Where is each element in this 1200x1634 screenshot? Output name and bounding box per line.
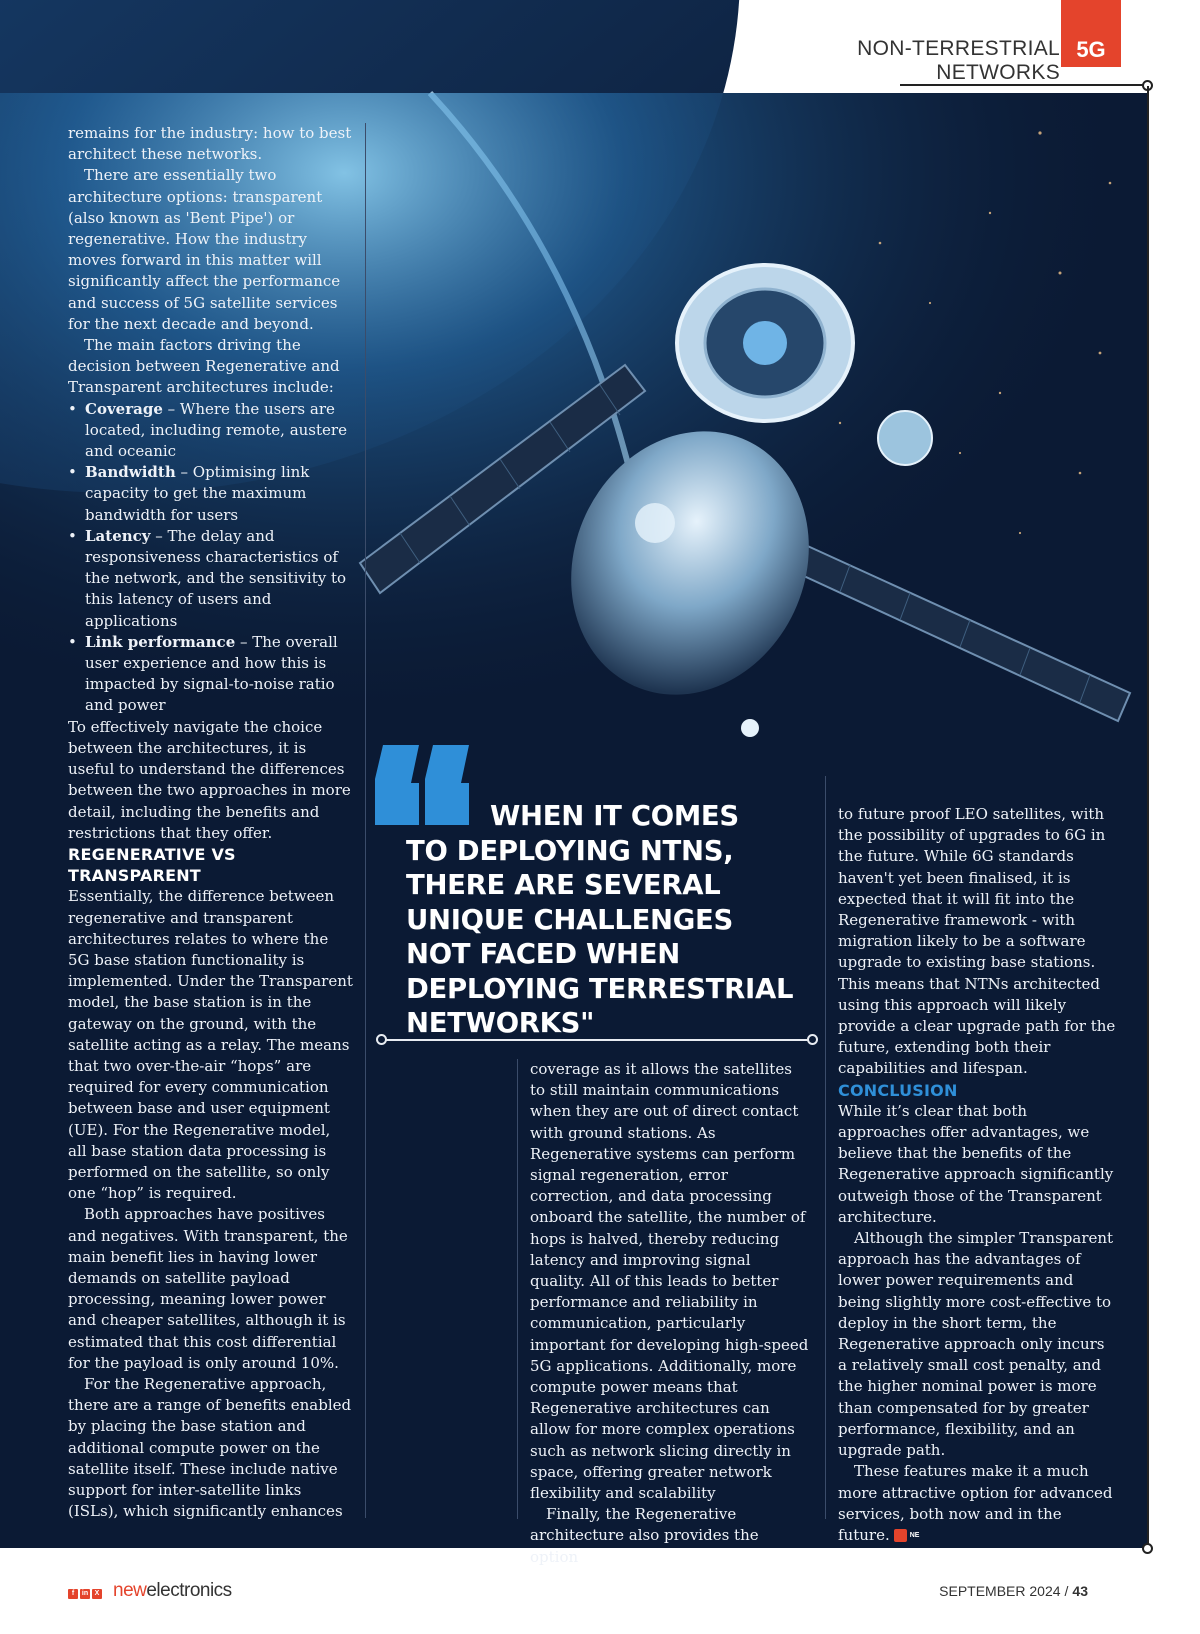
page-number: 43 [1072,1583,1088,1599]
column-divider-3 [825,776,826,1519]
paragraph: While it’s clear that both approaches offer advantages, we believe that the benefits of the Regenerative approach significantly outweigh those of the Transparent architecture. [838,1101,1114,1226]
quote-rule [382,1039,812,1041]
column-divider-2 [517,1059,518,1519]
publication-logo: newelectronics [113,1580,232,1601]
end-mark-icon: NE [894,1529,907,1542]
section-title: NON-TERRESTRIAL NETWORKS [857,37,1060,84]
paragraph: Finally, the Regenerative architecture also provides the option [530,1505,759,1566]
list-item: • Coverage – Where the users are located, including remote, austere and oceanic [68,399,353,463]
linkedin-icon[interactable]: in [81,1590,89,1597]
column-3 [838,804,1118,1546]
pull-quote-first-line: WHEN IT COMES [490,800,739,832]
paragraph: remains for the industry: how to best architect these networks. [68,124,352,164]
column-divider-1 [365,123,366,1518]
paragraph: Essentially, the difference between regenerative and transparent architectures relates to where the 5G base station functionality is implemented. Under the Transparent model, the base station is in the gateway on the ground, with the satellite acting as a relay. The means that two over-the-air “hops” are required for every communication between base and user equipment (UE). For the Regenerative model, all base station data processing is performed on the satellite, so only one “hop” is required. [68,887,353,1203]
paragraph: Both approaches have positives and negatives. With transparent, the main benefit lies in having lower demands on satellite payload processing, meaning lower power and cheaper satellites, although it is estimated that this cost differential for the payload is only around 10%. [68,1205,348,1372]
frame-dot-bottom [1142,1543,1153,1554]
column-2 [530,1059,810,1568]
closing-text: These features make it a much more attractive option for advanced services, both now and in the future. [838,1462,1113,1544]
x-icon[interactable]: X [92,1589,102,1599]
section-badge: 5G [1061,0,1121,67]
paragraph: Although the simpler Transparent approach has the advantages of lower power requirements and being slightly more cost-effective to deploy in the short term, the Regenerative approach only incurs a relatively small cost penalty, and the higher nominal power is more than compensated for by greater performance, flexibility, and an upgrade path. [838,1229,1114,1460]
quote-rule-dot-left [376,1034,387,1045]
frame-line-top [900,84,1148,86]
quote-rule-dot-right [807,1034,818,1045]
list-item: • Link performance – The overall user experience and how this is impacted by signal-to-noise ratio and power [68,632,353,717]
subheading: REGENERATIVE VS TRANSPARENT [68,844,236,886]
factor-list [68,399,353,717]
paragraph: coverage as it allows the satellites to still maintain communications when they are out of direct contact with ground stations. As Regenerative systems can perform signal regeneration, error correction, and data processing onboard the satellite, the number of hops is halved, thereby reducing latency and improving signal quality. All of this leads to better performance and reliability in communication, particularly important for developing high-speed 5G applications. Additionally, more compute power means that Regenerative architectures can allow for more complex operations such as network slicing directly in space, offering greater network flexibility and scalability [530,1060,809,1503]
paragraph: To effectively navigate the choice between the architectures, it is useful to understand the differences between the two approaches in more detail, including the benefits and restrictions that they offer. [68,717,351,842]
facebook-icon[interactable]: f [68,1589,78,1599]
paragraph: to future proof LEO satellites, with the possibility of upgrades to 6G in the future. While 6G standards haven't yet been finalised, it is expected that it will fit into the Regenerative framework - with migration likely to be a software upgrade to existing base stations. This means that NTNs architected using this approach will likely provide a clear upgrade path for the future, extending both their capabilities and lifespan. [838,805,1116,1078]
paragraph: There are essentially two architecture options: transparent (also known as 'Bent Pipe') or regenerative. How the industry moves forward in this matter will significantly affect the performance and success of 5G satellite services for the next decade and beyond. [68,166,341,333]
social-icons [68,1589,102,1599]
pull-quote [406,799,806,1041]
list-item: • Latency – The delay and responsiveness characteristics of the network, and the sensitivity to this latency of users and applications [68,526,353,632]
column-1 [68,123,353,1522]
list-item: • Bandwidth – Optimising link capacity to get the maximum bandwidth for users [68,462,353,526]
issue-date: SEPTEMBER 2024 [939,1583,1061,1599]
subheading: CONCLUSION [838,1080,958,1100]
paragraph: For the Regenerative approach, there are a range of benefits enabled by placing the base station and additional compute power on the satellite itself. These include native support for inter-satellite links (ISLs), which significantly enhances [68,1374,352,1521]
paragraph: The main factors driving the decision between Regenerative and Transparent architectures include: [68,336,340,397]
article-panel [0,93,1147,1566]
frame-line-right [1147,86,1149,1548]
issue-date-page: SEPTEMBER 2024 / 43 [939,1583,1088,1599]
paragraph [838,1461,1118,1546]
pull-quote-text: TO DEPLOYING NTNS, THERE ARE SEVERAL UNIQUE CHALLENGES NOT FACED WHEN DEPLOYING TERRESTRIAL NETWORKS" [406,834,794,1039]
